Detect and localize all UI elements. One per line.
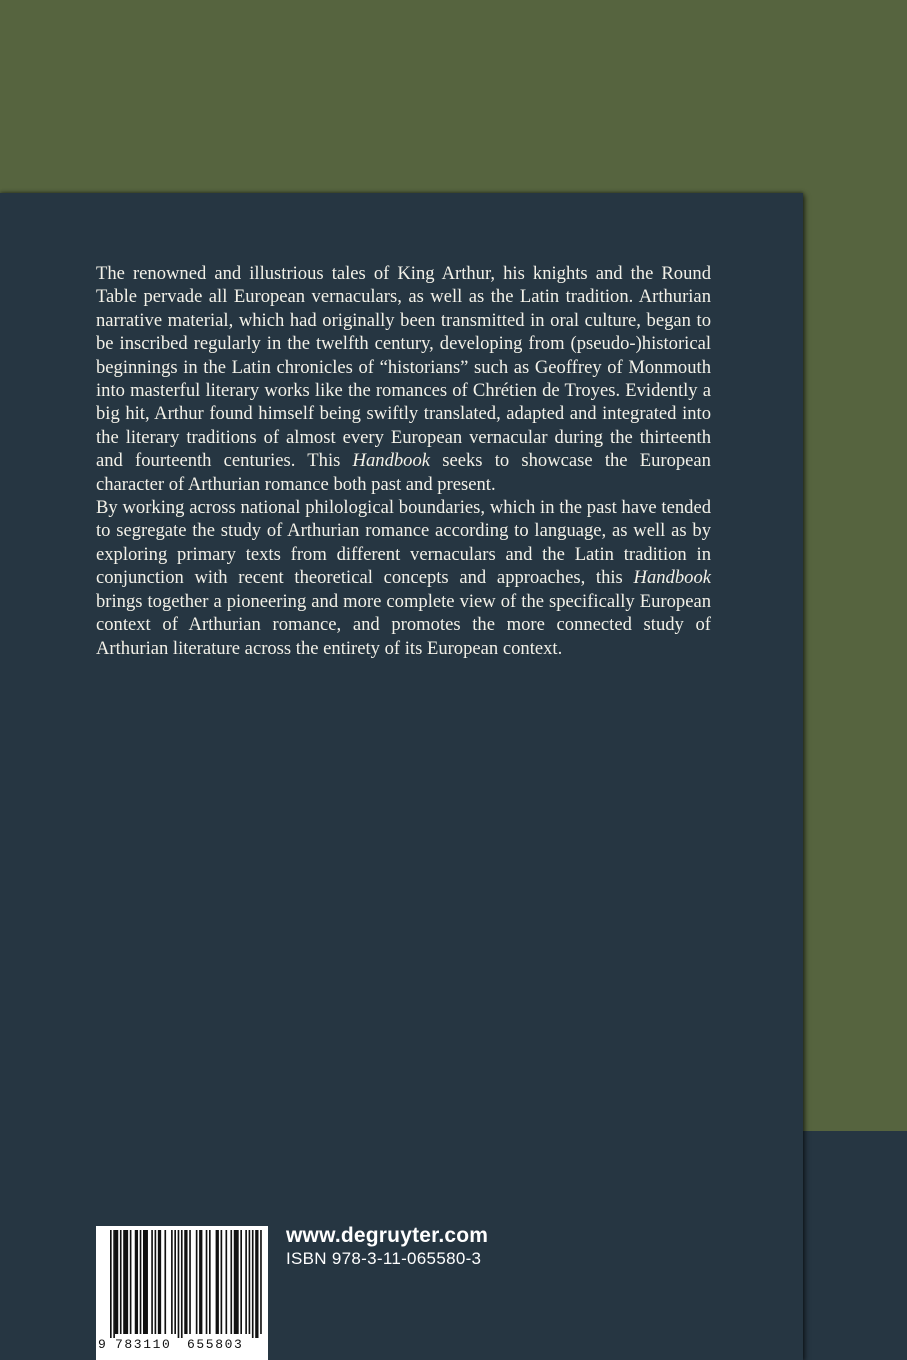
barcode-bar <box>158 1230 161 1334</box>
barcode-left-digits: 783110 <box>115 1337 172 1352</box>
barcode-bar <box>260 1230 262 1334</box>
isbn-number: ISBN 978-3-11-065580-3 <box>286 1249 482 1268</box>
barcode-bar <box>255 1230 258 1338</box>
barcode-bar <box>130 1230 132 1334</box>
handbook-title-italic: Handbook <box>633 567 711 589</box>
background-top-band <box>0 0 907 193</box>
barcode-bar <box>234 1230 239 1334</box>
barcode-bar <box>226 1230 228 1334</box>
barcode-bar <box>120 1230 122 1334</box>
barcode-bar <box>151 1230 153 1334</box>
blurb-paragraph-1: The renowned and illustrious tales of King Arthur, his knights and the Round Table pervade all European vernaculars, as well as the Latin tradition. Arthurian narrative material, which had originally been transmitted in oral culture, began to be inscribed regularly in the twelfth century, developing from (pseudo-)historical beginnings in the Latin chronicles of “historians” such as Geoffrey of Monmouth into masterful literary works like the romances of Chrétien de Troyes. Evidently a big hit, Arthur found himself being swiftly translated, adapted and integrated into the literary traditions of almost every European vernacular during the thirteenth and fourteenth centuries. This Handbook seeks to showcase the European character of Arthurian romance both past and present. <box>96 263 711 495</box>
barcode-bar <box>196 1230 198 1334</box>
barcode-bar <box>115 1230 118 1334</box>
barcode-bar <box>240 1230 242 1334</box>
handbook-title-italic: Handbook <box>352 450 431 472</box>
barcode-bar <box>135 1230 138 1334</box>
barcode-bar <box>155 1230 157 1334</box>
blurb-text <box>96 262 711 660</box>
barcode-bar <box>113 1230 115 1338</box>
barcode-bar <box>245 1230 247 1334</box>
barcode-bar <box>164 1230 166 1334</box>
barcode-bars <box>96 1226 268 1338</box>
isbn-barcode <box>96 1226 268 1360</box>
barcode-bar <box>174 1230 176 1334</box>
barcode-bar <box>184 1230 187 1334</box>
barcode-bar <box>110 1230 112 1338</box>
barcode-bar <box>171 1230 173 1334</box>
barcode-bar <box>206 1230 208 1334</box>
barcode-bar <box>216 1230 219 1334</box>
barcode-bar <box>230 1230 232 1334</box>
barcode-right-digits: 655803 <box>187 1337 244 1352</box>
blurb-paragraph-2: By working across national philological boundaries, which in the past have tended to segregate the study of Arthurian romance according to language, as well as by exploring primary texts from different vernaculars and the Latin tradition in conjunction with recent theoretical concepts and approaches, this Handbook brings together a pioneering and more complete view of the specifically European context of Arthurian romance, and promotes the more connected study of Arthurian literature across the entirety of its European context. <box>96 497 711 659</box>
barcode-bar <box>123 1230 128 1334</box>
barcode-bar <box>199 1230 202 1334</box>
publisher-website: www.degruyter.com <box>286 1224 489 1247</box>
barcode-bar <box>189 1230 191 1334</box>
barcode-bar <box>140 1230 142 1334</box>
barcode-bar <box>181 1230 183 1338</box>
barcode-bar <box>143 1230 148 1334</box>
barcode-lead-digit: 9 <box>98 1337 106 1352</box>
barcode-bar <box>209 1230 211 1334</box>
barcode-bar <box>252 1230 254 1338</box>
barcode-bar <box>221 1230 223 1334</box>
barcode-bar <box>249 1230 251 1334</box>
barcode-digits <box>96 1337 268 1357</box>
background-right-band <box>803 0 907 1131</box>
barcode-bar <box>178 1230 180 1338</box>
